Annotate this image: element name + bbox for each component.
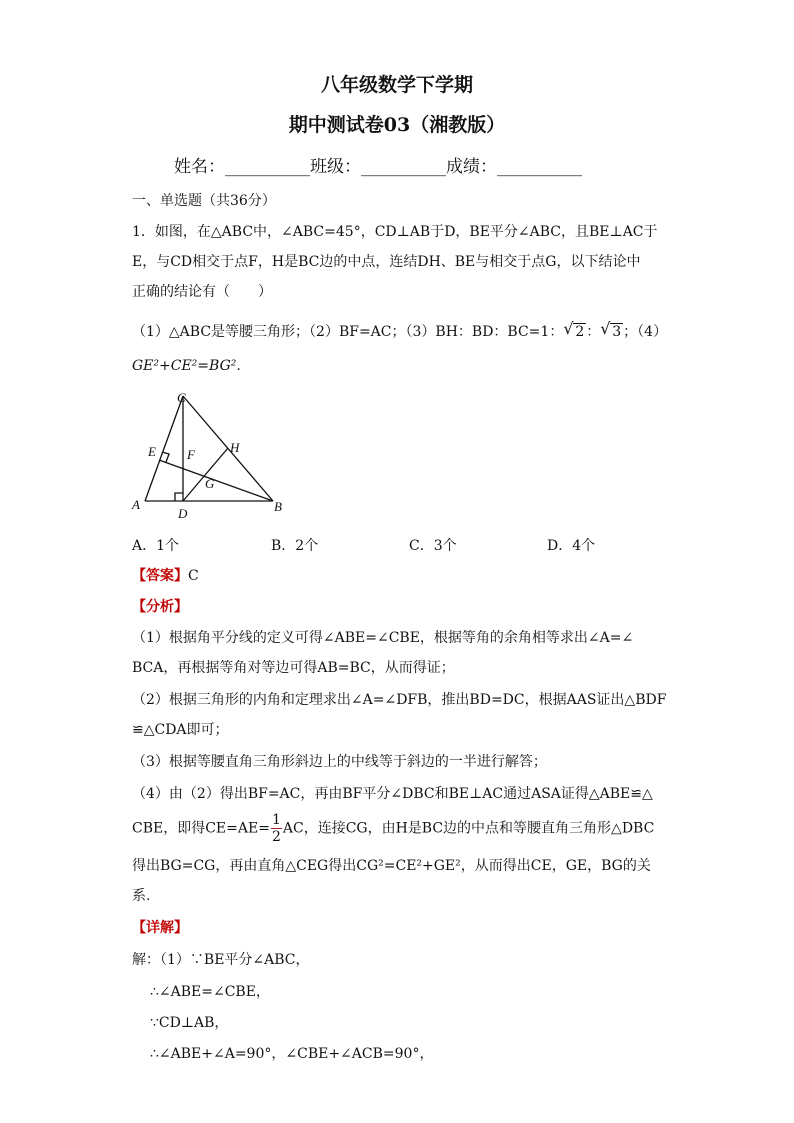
document-subtitle: 期中测试卷03（湘教版） bbox=[288, 114, 506, 136]
option-c: C．3个 bbox=[409, 538, 457, 554]
label-H: H bbox=[230, 440, 240, 455]
analysis-p2-line-2: ≌△CDA即可； bbox=[132, 722, 229, 738]
label-C: C bbox=[177, 390, 186, 405]
detail-line-3: ∵CD⊥AB， bbox=[150, 1015, 229, 1031]
label-F: F bbox=[187, 447, 195, 462]
option-b: B．2个 bbox=[271, 538, 319, 554]
answer-line bbox=[132, 566, 199, 586]
detail-line-4: ∴∠ABE+∠A=90°，∠CBE+∠ACB=90°， bbox=[150, 1046, 434, 1062]
detail-line-2: ∴∠ABE=∠CBE， bbox=[150, 984, 270, 1000]
analysis-p4-line-2 bbox=[132, 812, 654, 845]
student-info-line: 姓名：__________班级：__________成绩：__________ bbox=[174, 157, 582, 177]
question-line-1: 1．如图，在△ABC中，∠ABC=45°，CD⊥AB于D，BE平分∠ABC，且BE⊥AC于 bbox=[132, 224, 658, 240]
analysis-p4-line-3: 得出BG=CG，再由直角△CEG得出CG²=CE²+GE²，从而得出CE，GE，BG的关 bbox=[132, 858, 651, 874]
question-line-2: E，与CD相交于点F，H是BC边的中点，连结DH、BE与相交于点G，以下结论中 bbox=[132, 254, 641, 270]
conditions-text-b: ；（4） bbox=[623, 324, 668, 340]
label-G: G bbox=[205, 476, 215, 491]
option-d: D．4个 bbox=[547, 538, 596, 554]
fraction-one-half: $\frac{1}{2}$ bbox=[271, 812, 281, 845]
detail-line-1: 解：（1）∵BE平分∠ABC， bbox=[132, 952, 310, 968]
triangle-figure bbox=[128, 388, 298, 523]
label-D: D bbox=[178, 506, 188, 521]
label-B: B bbox=[274, 499, 282, 514]
analysis-p1-line-2: BCA，再根据等角对等边可得AB=BC，从而得证； bbox=[132, 660, 455, 676]
analysis-p3: （3）根据等腰直角三角形斜边上的中线等于斜边的一半进行解答； bbox=[132, 754, 547, 770]
detail-label: 【详解】 bbox=[132, 920, 188, 936]
answer-label: 【答案】 bbox=[132, 568, 188, 584]
label-E: E bbox=[148, 444, 156, 459]
section-heading: 一、单选题（共36分） bbox=[132, 193, 276, 209]
sqrt-3: √ 3 bbox=[600, 319, 622, 340]
option-a: A．1个 bbox=[132, 538, 180, 554]
question-line-5: GE²+CE²=BG². bbox=[132, 358, 241, 374]
question-conditions-line bbox=[132, 319, 668, 342]
right-angle-D bbox=[175, 493, 183, 501]
analysis-p2-line-1: （2）根据三角形的内角和定理求出∠A=∠DFB，推出BD=DC，根据AAS证出△BDF bbox=[132, 692, 667, 708]
analysis-p1-line-1: （1）根据角平分线的定义可得∠ABE=∠CBE，根据等角的余角相等求出∠A=∠ bbox=[132, 630, 634, 646]
conditions-text-a: （1）△ABC是等腰三角形；（2）BF=AC；（3）BH：BD：BC=1： bbox=[132, 324, 564, 340]
analysis-p4-line-4: 系. bbox=[132, 888, 151, 904]
right-angle-E bbox=[162, 452, 169, 462]
ratio-sep: ： bbox=[586, 324, 601, 340]
question-line-3: 正确的结论有（ ） bbox=[132, 284, 272, 300]
answer-value: C bbox=[188, 568, 199, 584]
analysis-p4-post: AC，连接CG，由H是BC边的中点和等腰直角三角形△DBC bbox=[282, 820, 655, 837]
analysis-p4-pre: CBE，即得CE=AE= bbox=[132, 820, 270, 837]
sqrt-2: √ 2 bbox=[563, 319, 585, 340]
analysis-label: 【分析】 bbox=[132, 599, 188, 615]
document-title: 八年级数学下学期 bbox=[320, 74, 473, 96]
label-A: A bbox=[132, 497, 140, 512]
analysis-p4-line-1: （4）由（2）得出BF=AC，再由BF平分∠DBC和BE⊥AC通过ASA证得△ABE≌△ bbox=[132, 786, 653, 802]
